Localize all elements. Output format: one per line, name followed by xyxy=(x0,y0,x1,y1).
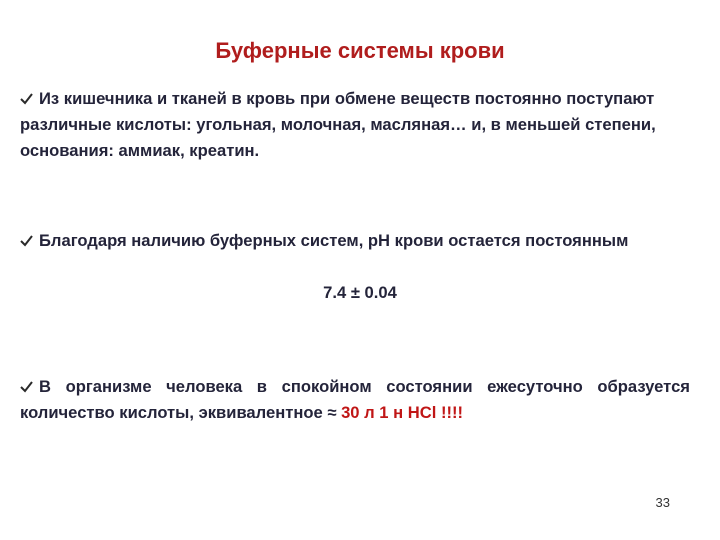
page-number: 33 xyxy=(655,495,670,510)
checkmark-icon xyxy=(20,380,33,393)
paragraph-daily-acid xyxy=(20,374,690,426)
ph-value-text: 7.4 ± 0.04 xyxy=(323,283,397,302)
acid-amount-highlight: 30 л 1 н НСl !!!! xyxy=(341,403,464,422)
checkmark-icon xyxy=(20,92,33,105)
ph-value xyxy=(0,283,720,303)
slide-title: Буферные системы крови xyxy=(215,38,505,63)
paragraph-ph-text: Благодаря наличию буферных систем, рН крови остается постоянным xyxy=(39,231,629,250)
paragraph-daily-acid-text: В организме человека в спокойном состоянии ежесуточно образуется количество кислоты, эквивалентное ≈ xyxy=(20,377,690,422)
paragraph-acids xyxy=(20,86,690,164)
paragraph-acids-text: Из кишечника и тканей в кровь при обмене веществ постоянно поступают различные кислоты: угольная, молочная, масляная… и, в меньшей степени, основания: аммиак, креатин. xyxy=(20,89,656,160)
checkmark-icon xyxy=(20,234,33,247)
paragraph-ph xyxy=(20,228,690,254)
